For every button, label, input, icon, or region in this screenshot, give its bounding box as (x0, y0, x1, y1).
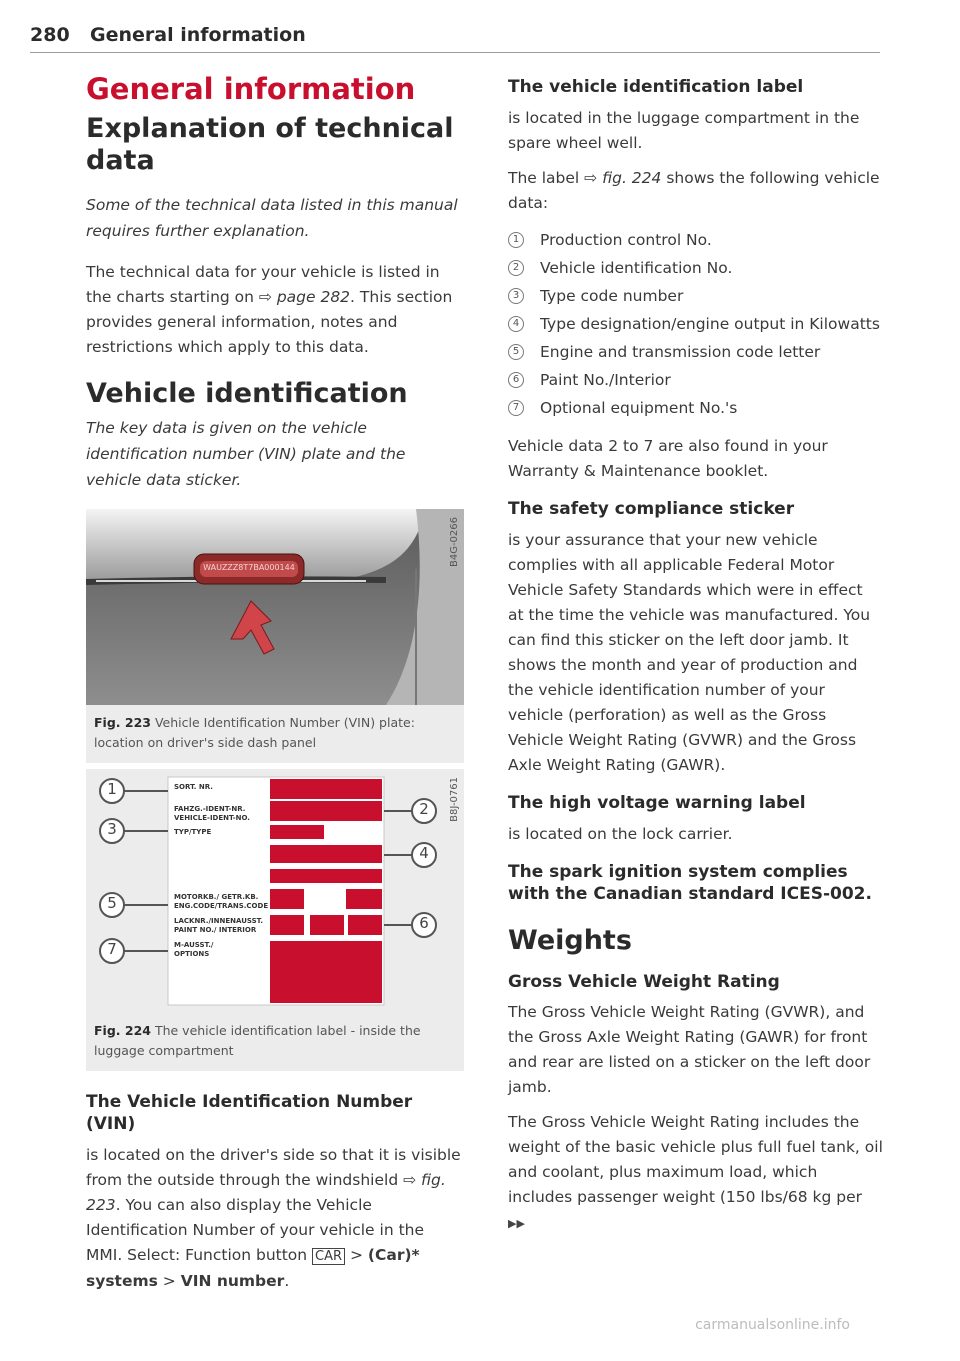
list-text: Optional equipment No.'s (540, 399, 738, 418)
figure-code: B8J-0761 (449, 776, 460, 822)
para-text: The label (508, 169, 585, 188)
figure-label: Fig. 224 (94, 1022, 151, 1038)
left-column (86, 72, 464, 1304)
label-field: M-AUSST./ (174, 940, 214, 949)
intro-text: Some of the technical data listed in this manual requires further explanation. (86, 195, 458, 240)
gvwr-paragraph-1: The Gross Vehicle Weight Rating (GVWR), and the Gross Axle Weight Rating (GAWR) for front and rear are listed on a sticker on the left door jamb. (508, 1003, 871, 1097)
list-text: Engine and transmission code letter (540, 343, 821, 362)
warranty-paragraph: Vehicle data 2 to 7 are also found in your Warranty & Maintenance booklet. (508, 437, 828, 481)
list-number: 5 (508, 344, 524, 360)
figure-223-caption (86, 705, 464, 763)
list-item (508, 338, 883, 366)
header-title: General information (90, 24, 306, 46)
label-field: VEHICLE-IDENT-NO. (174, 813, 250, 822)
list-number: 1 (508, 232, 524, 248)
para-text: The Gross Vehicle Weight Rating includes the weight of the basic vehicle plus full fuel tank, oil and coolant, plus maximum load, which includes passenger weight (150 lbs/68 kg per (508, 1113, 883, 1207)
section-title: General information (86, 72, 416, 106)
figure-224 (86, 769, 464, 1071)
callout-6: 6 (419, 913, 429, 932)
continue-arrow-icon: ▶▶ (508, 1217, 525, 1231)
label-paragraph: is located in the luggage compartment in the spare wheel well. (508, 109, 860, 153)
vin-plate-photo (86, 509, 464, 705)
label-paragraph-2 (508, 166, 883, 216)
callout-7: 7 (107, 939, 117, 958)
list-item (508, 366, 883, 394)
page-number: 280 (30, 24, 70, 46)
vin-paragraph (86, 1143, 464, 1294)
list-text: Production control No. (540, 231, 712, 250)
list-item (508, 254, 883, 282)
list-text: Paint No./Interior (540, 371, 671, 390)
list-number: 2 (508, 260, 524, 276)
list-text: Vehicle identification No. (540, 259, 733, 278)
tech-data-paragraph (86, 260, 464, 360)
label-field: FAHZG.-IDENT-NR. (174, 804, 246, 813)
list-item (508, 394, 883, 422)
callout-2: 2 (419, 799, 429, 818)
para-text: shows the following vehicle data: (508, 169, 880, 213)
page-header (30, 22, 880, 53)
list-text: Type designation/engine output in Kilowatts (540, 315, 880, 334)
callout-3: 3 (107, 819, 117, 838)
vehicle-id-intro: The key data is given on the vehicle identification number (VIN) plate and the vehicle data sticker. (86, 418, 406, 489)
vin-plate-number: WAUZZZ8T7BA000144 (203, 562, 295, 572)
para-text: > (157, 1271, 181, 1290)
label-field: LACKNR./INNENAUSST. (174, 916, 264, 925)
para-text: The technical data for your vehicle is listed in the charts starting on (86, 262, 440, 306)
spark-heading: The spark ignition system complies with the Canadian standard ICES-002. (508, 862, 872, 905)
label-field: MOTORKB./ GETR.KB. (174, 892, 259, 901)
para-text: . (284, 1271, 290, 1290)
page-link[interactable]: ⇨ page 282 (258, 287, 351, 306)
figure-code: B4G-0266 (449, 516, 460, 567)
callout-5: 5 (107, 893, 117, 912)
figure-223 (86, 509, 464, 763)
list-item (508, 282, 883, 310)
caption-text: The vehicle identification label - inside the luggage compartment (94, 1022, 421, 1058)
menu-path: (Car)* systems (86, 1245, 420, 1290)
figure-224-caption (86, 1013, 464, 1071)
label-field: SORT. NR. (174, 782, 213, 791)
list-number: 3 (508, 288, 524, 304)
label-field: ENG.CODE/TRANS.CODE (174, 901, 269, 910)
hv-paragraph: is located on the lock carrier. (508, 825, 733, 844)
list-text: Type code number (540, 287, 684, 306)
label-field: PAINT NO./ INTERIOR (174, 925, 257, 934)
right-column (508, 72, 883, 1246)
page-heading: Explanation of technical data (86, 112, 454, 177)
list-number: 7 (508, 400, 524, 416)
para-text: . This section provides general information, notes and restrictions which apply to this data. (86, 287, 453, 356)
para-text: is located on the driver's side so that it is visible from the outside through the windshield (86, 1145, 461, 1189)
vehicle-id-heading: Vehicle identification (86, 377, 408, 409)
caption-text: Vehicle Identification Number (VIN) plate: location on driver's side dash panel (94, 714, 415, 750)
callout-4: 4 (419, 843, 429, 862)
label-heading: The vehicle identification label (508, 77, 804, 97)
label-data-list (508, 226, 883, 422)
safety-paragraph: is your assurance that your new vehicle complies with all applicable Federal Motor Vehicle Safety Standards which were in effect at the time the vehicle was manufactured. You can find this sticker on the left door jamb. It shows the month and year of production and the vehicle identification number of your vehicle (perforation) as well as the Gross Vehicle Weight Rating (GVWR) and the Gross Axle Weight Rating (GAWR). (508, 531, 871, 775)
fig-link[interactable]: ⇨ fig. 224 (584, 169, 662, 188)
hv-heading: The high voltage warning label (508, 793, 806, 814)
figure-label: Fig. 223 (94, 714, 151, 730)
gvwr-heading: Gross Vehicle Weight Rating (508, 972, 780, 993)
callout-1: 1 (107, 779, 117, 798)
weights-heading: Weights (508, 925, 632, 957)
list-number: 6 (508, 372, 524, 388)
menu-path: VIN number (180, 1271, 285, 1290)
para-text: > (345, 1245, 368, 1264)
label-field: OPTIONS (174, 949, 210, 958)
gvwr-paragraph-2 (508, 1110, 883, 1236)
car-button: CAR (312, 1248, 345, 1265)
safety-heading: The safety compliance sticker (508, 499, 795, 520)
list-number: 4 (508, 316, 524, 332)
vin-heading: The Vehicle Identification Number (VIN) (86, 1091, 413, 1134)
vehicle-id-label-diagram (86, 769, 464, 1013)
fig-link[interactable]: ⇨ fig. 223 (86, 1170, 446, 1214)
para-text: . You can also display the Vehicle Identification Number of your vehicle in the MMI. Select: Function button (86, 1195, 425, 1264)
label-field: TYP/TYPE (174, 827, 212, 836)
list-item (508, 310, 883, 338)
watermark: carmanualsonline.info (695, 1317, 850, 1333)
list-item (508, 226, 883, 254)
